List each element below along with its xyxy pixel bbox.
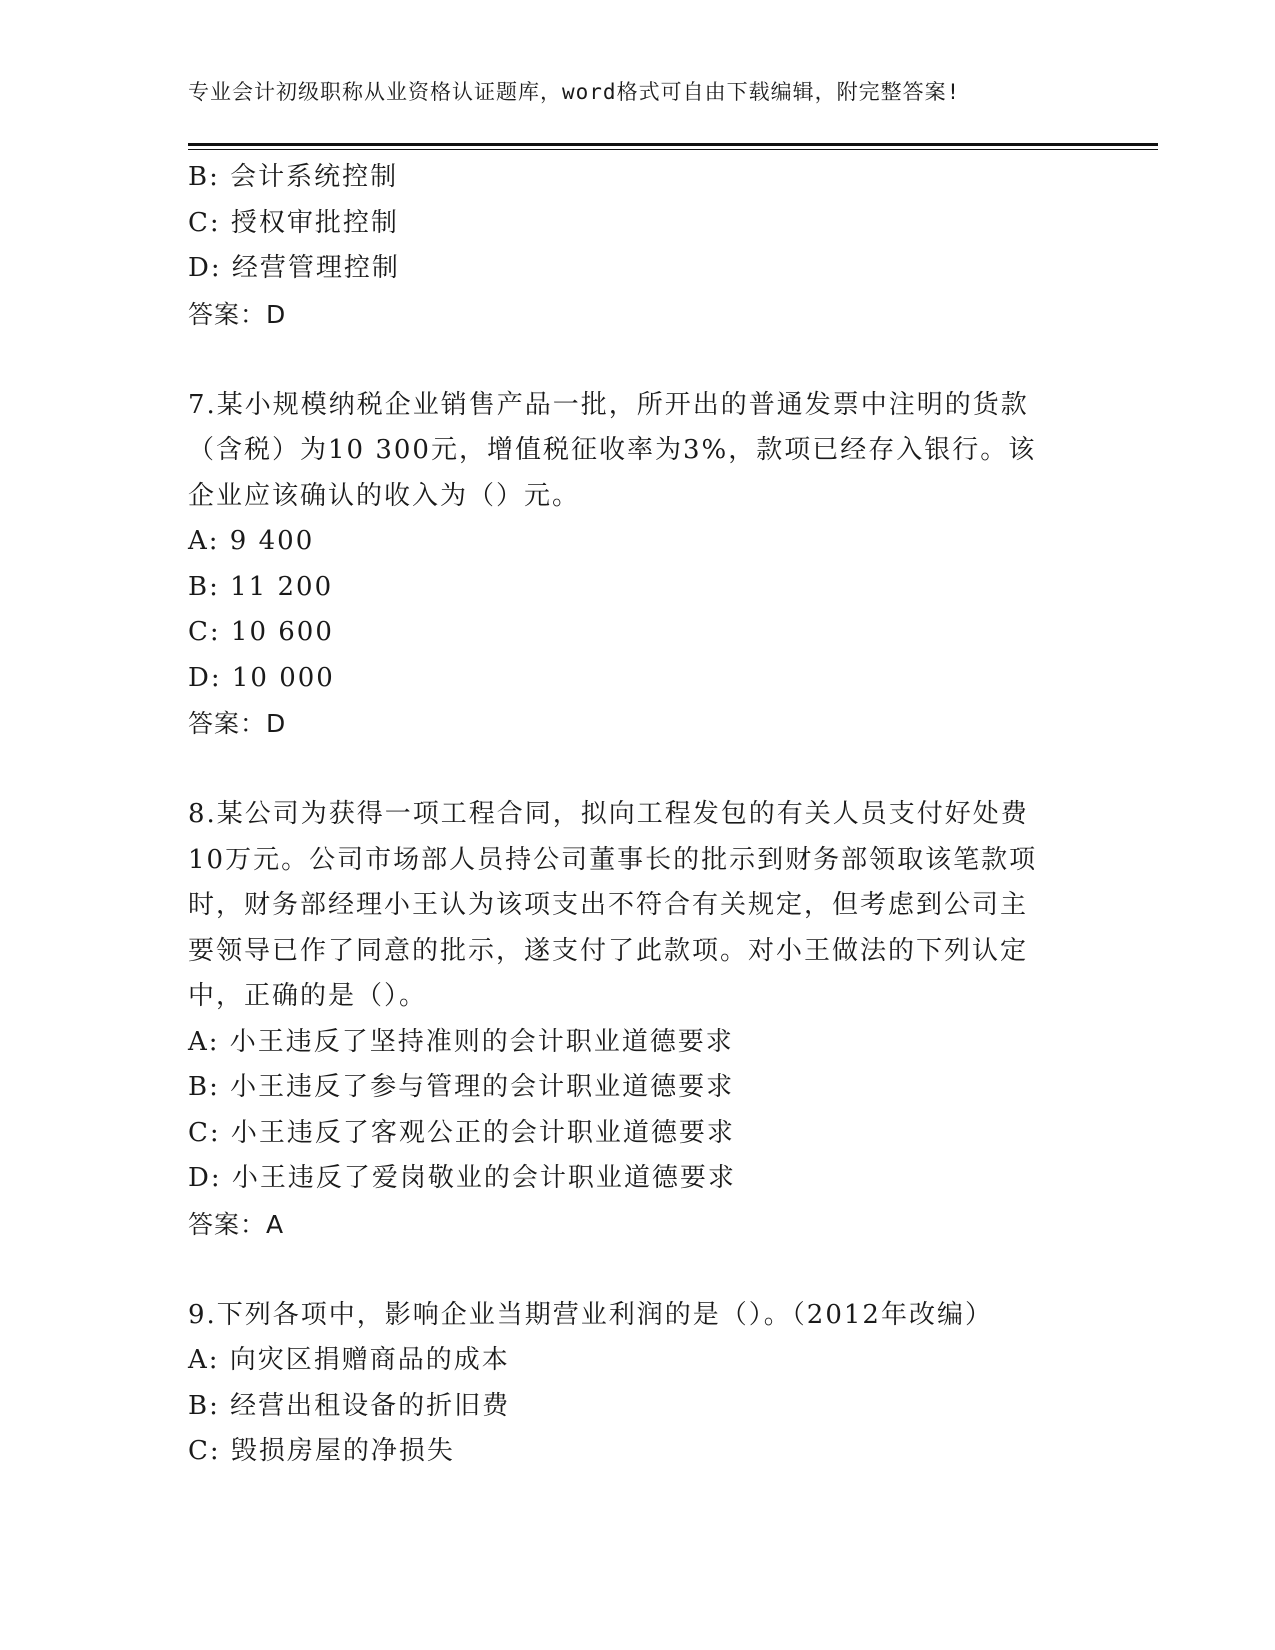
question-text: 9.下列各项中，影响企业当期营业利润的是（）。（2012年改编） [188,1299,993,1330]
header-rule-thin [188,149,1158,150]
question-text: （含税）为10 300元，增值税征收率为3%，款项已经存入银行。该 [188,435,1037,465]
page-header-title: 专业会计初级职称从业资格认证题库，word格式可自由下载编辑，附完整答案! [188,80,961,104]
question-text: 企业应该确认的收入为（）元。 [188,480,581,511]
option-line: B: 经营出租设备的折旧费 [188,1390,511,1421]
answer-line: 答案：D [188,709,287,738]
option-line: B: 小王违反了参与管理的会计职业道德要求 [188,1072,735,1102]
option-line: C: 小王违反了客观公正的会计职业道德要求 [188,1117,735,1148]
option-line: B: 会计系统控制 [188,162,399,192]
spacer [188,1247,1068,1293]
option-line: D: 10 000 [188,662,335,693]
header-rule-thick [188,143,1158,146]
option-line: D: 小王违反了爱岗敬业的会计职业道德要求 [188,1163,736,1193]
question-block [188,383,1068,747]
spacer [188,747,1068,793]
answer-line: 答案：D [188,299,287,329]
option-line: A: 向灾区捐赠商品的成本 [188,1345,510,1375]
option-line: A: 小王违反了坚持准则的会计职业道德要求 [188,1026,734,1057]
question-block [188,1293,1068,1475]
question-text: 8.某公司为获得一项工程合同，拟向工程发包的有关人员支付好处费 [188,799,1029,829]
question-text: 时，财务部经理小王认为该项支出不符合有关规定，但考虑到公司主 [188,890,1029,920]
option-line: C: 10 600 [188,617,334,647]
option-line: A: 9 400 [188,526,315,556]
question-block [188,155,1068,337]
option-line: C: 毁损房屋的净损失 [188,1436,455,1466]
option-line: B: 11 200 [188,571,334,602]
spacer [188,337,1068,383]
question-text: 中，正确的是（）。 [188,981,428,1011]
question-content [188,155,1068,1475]
question-text: 10万元。公司市场部人员持公司董事长的批示到财务部领取该笔款项 [188,844,1038,875]
option-line: C: 授权审批控制 [188,207,399,238]
question-block [188,792,1068,1247]
question-text: 7.某小规模纳税企业销售产品一批，所开出的普通发票中注明的货款 [188,389,1029,420]
question-text: 要领导已作了同意的批示，遂支付了此款项。对小王做法的下列认定 [188,935,1029,966]
option-line: D: 经营管理控制 [188,253,400,283]
answer-line: 答案：A [188,1209,285,1239]
